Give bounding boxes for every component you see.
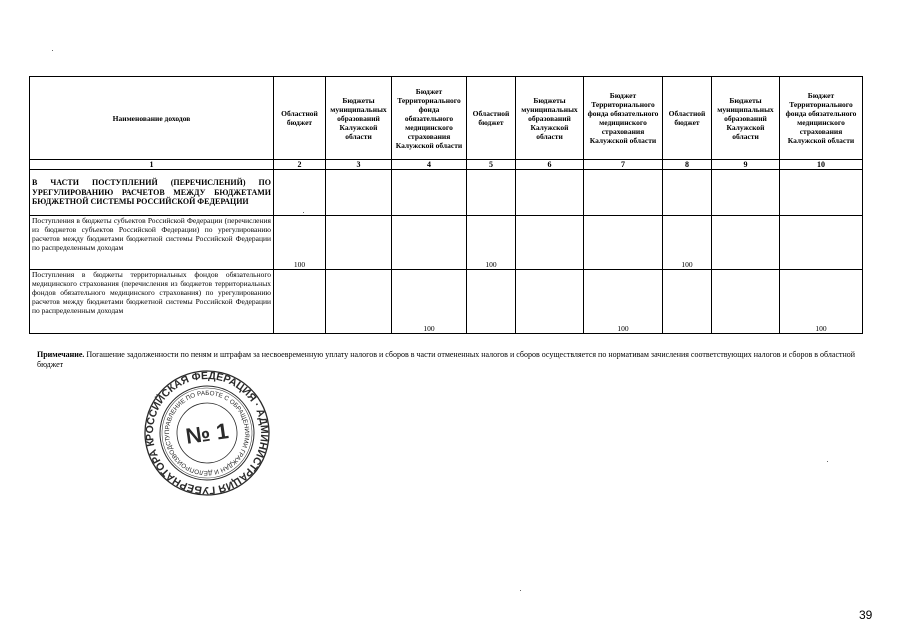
table-cell <box>780 216 863 270</box>
column-number: 1 <box>30 160 274 170</box>
table-cell: 100 <box>274 216 326 270</box>
footnote-label: Примечание. <box>37 350 85 359</box>
footnote <box>37 350 867 370</box>
table-cell <box>712 270 780 334</box>
table-cell: 100 <box>780 270 863 334</box>
table-cell <box>712 170 780 216</box>
table-cell <box>467 170 516 216</box>
header-cell: Бюджет Территориального фонда обязательного медицинского страхования Калужской области <box>584 77 663 160</box>
scan-speck <box>303 212 304 213</box>
column-number: 5 <box>467 160 516 170</box>
scan-speck <box>827 461 828 462</box>
table-cell <box>584 216 663 270</box>
scan-speck <box>52 50 53 51</box>
table-cell <box>274 170 326 216</box>
header-row <box>30 77 863 160</box>
header-cell: Бюджеты муниципальных образований Калужской области <box>326 77 392 160</box>
table-cell <box>274 270 326 334</box>
seal-inner-text: УПРАВЛЕНИЕ ПО РАБОТЕ С ОБРАЩЕНИЯМИ ГРАЖДАН И ДЕЛОПРОИЗВОДСТВУ <box>163 389 251 477</box>
table-cell: 100 <box>392 270 467 334</box>
header-cell: Бюджеты муниципальных образований Калужской области <box>516 77 584 160</box>
table-cell <box>392 170 467 216</box>
column-number: 2 <box>274 160 326 170</box>
row-name: Поступления в бюджеты территориальных фондов обязательного медицинского страхования (перечисления из бюджетов территориальных фондов обязательного медицинского страхования) по урегулированию расчетов между бюджетами бюджетной системы Российской Федерации по распределенным доходам <box>30 270 274 334</box>
column-number-row <box>30 160 863 170</box>
header-cell: Наименование доходов <box>30 77 274 160</box>
table-cell: 100 <box>663 216 712 270</box>
table-cell <box>392 216 467 270</box>
header-cell: Областной бюджет <box>467 77 516 160</box>
table-cell <box>663 170 712 216</box>
table-cell <box>467 270 516 334</box>
header-cell: Бюджет Территориального фонда обязательного медицинского страхования Калужской области <box>780 77 863 160</box>
table-row <box>30 216 863 270</box>
table-cell <box>326 170 392 216</box>
table-cell <box>516 170 584 216</box>
page-number: 39 <box>859 608 873 622</box>
header-cell: Областной бюджет <box>274 77 326 160</box>
column-number: 3 <box>326 160 392 170</box>
section-row <box>30 170 863 216</box>
table-cell <box>326 270 392 334</box>
header-cell: Бюджеты муниципальных образований Калужской области <box>712 77 780 160</box>
official-seal-icon <box>142 368 272 498</box>
table-cell <box>584 170 663 216</box>
table-cell: 100 <box>467 216 516 270</box>
column-number: 8 <box>663 160 712 170</box>
seal-number: № 1 <box>184 418 231 449</box>
footnote-text: Погашение задолженности по пеням и штрафам за несвоевременную уплату налогов и сборов в части отмененных налогов и сборов осуществляется по нормативам зачисления соответствующих налогов и сборов в областной бюджет <box>37 350 856 369</box>
scan-speck <box>520 590 521 591</box>
table-row <box>30 270 863 334</box>
seal-outer-text: РОССИЙСКАЯ ФЕДЕРАЦИЯ · АДМИНИСТРАЦИЯ ГУБЕРНАТОРА КАЛУЖСКОЙ <box>143 369 271 497</box>
header-cell: Бюджет Территориального фонда обязательного медицинского страхования Калужской области <box>392 77 467 160</box>
table-cell <box>780 170 863 216</box>
column-number: 10 <box>780 160 863 170</box>
table-cell: 100 <box>584 270 663 334</box>
table-cell <box>516 270 584 334</box>
column-number: 4 <box>392 160 467 170</box>
section-title: В ЧАСТИ ПОСТУПЛЕНИЙ (ПЕРЕЧИСЛЕНИЙ) ПО УРЕГУЛИРОВАНИЮ РАСЧЕТОВ МЕЖДУ БЮДЖЕТАМИ БЮДЖЕТНОЙ СИСТЕМЫ РОССИЙСКОЙ ФЕДЕРАЦИИ <box>30 170 274 216</box>
revenue-distribution-table <box>29 76 863 334</box>
row-name: Поступления в бюджеты субъектов Российской Федерации (перечисления из бюджетов субъектов Российской Федерации) по урегулированию расчетов между бюджетами бюджетной системы Российской Федерации по распределенным доходам <box>30 216 274 270</box>
column-number: 7 <box>584 160 663 170</box>
column-number: 6 <box>516 160 584 170</box>
table-cell <box>516 216 584 270</box>
table-cell <box>663 270 712 334</box>
header-cell: Областной бюджет <box>663 77 712 160</box>
table-cell <box>712 216 780 270</box>
table-cell <box>326 216 392 270</box>
column-number: 9 <box>712 160 780 170</box>
